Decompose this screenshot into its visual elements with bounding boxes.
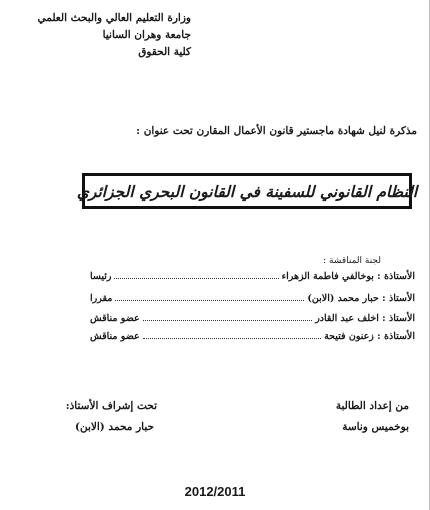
member-role: رئيسا bbox=[90, 271, 112, 282]
university-name: جامعة وهران السانيا bbox=[102, 29, 191, 41]
thesis-title-box bbox=[76, 173, 418, 209]
faculty-name: كلية الحقوق bbox=[138, 46, 191, 58]
thesis-title: النظام القانوني للسفينة في القانون البحري الجزائري bbox=[76, 181, 418, 201]
supervisor-name: حبار محمد (الابن) bbox=[75, 421, 154, 433]
member-name: الأستاذ : اخلف عبد القادر bbox=[315, 313, 415, 324]
supervised-by-label: تحت إشراف الأستاذ: bbox=[65, 400, 157, 412]
ministry-name: وزارة التعليم العالي والبحث العلمي bbox=[37, 12, 191, 24]
dotted-leader bbox=[115, 292, 304, 301]
member-name: الأستاذة : زعنون فتيحة bbox=[324, 331, 415, 342]
committee-member bbox=[90, 270, 415, 282]
prepared-by-label: من إعداد الطالبة bbox=[335, 400, 409, 412]
member-role: عضو مناقش bbox=[90, 331, 140, 342]
member-name: الأستاذة : بوخالفي فاطمة الزهراء bbox=[281, 271, 415, 282]
student-name: بوخميس وناسة bbox=[342, 421, 409, 433]
member-role: عضو مناقش bbox=[90, 313, 140, 324]
thesis-intro: مذكرة لنيل شهادة ماجستير قانون الأعمال المقارن تحت عنوان : bbox=[136, 125, 417, 137]
committee-label: لجنة المناقشة : bbox=[323, 256, 381, 266]
dotted-leader bbox=[143, 312, 313, 321]
member-role: مقررا bbox=[90, 293, 113, 304]
dotted-leader bbox=[114, 270, 278, 279]
member-name: الأستاذ : حبار محمد (الابن) bbox=[307, 293, 415, 304]
committee-member bbox=[90, 330, 415, 342]
academic-year: 2012/2011 bbox=[184, 484, 246, 499]
committee-member bbox=[90, 292, 415, 304]
committee-member bbox=[90, 312, 415, 324]
dotted-leader bbox=[143, 330, 321, 339]
